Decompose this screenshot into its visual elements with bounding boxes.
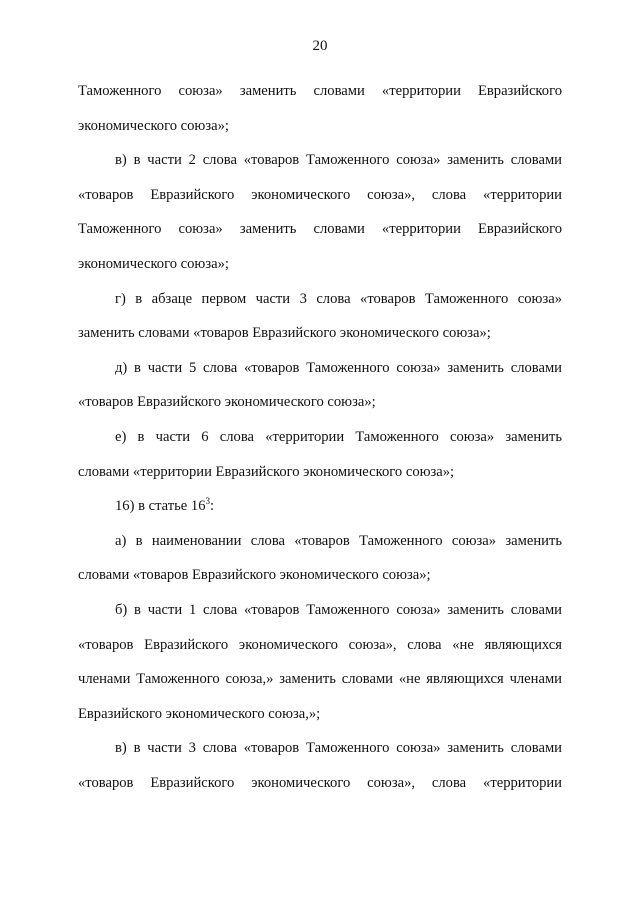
text-line: «товаров Евразийского экономического союза», слова «территории xyxy=(78,186,562,203)
paragraph xyxy=(78,420,562,489)
text-line: словами «территории Евразийского экономического союза»; xyxy=(78,463,455,480)
text-line: б) в части 1 слова «товаров Таможенного союза» заменить словами xyxy=(115,601,562,618)
page-number: 20 xyxy=(312,38,328,54)
paragraph xyxy=(78,731,562,800)
paragraph xyxy=(78,143,562,281)
document-body xyxy=(78,74,562,800)
text-line: «товаров Евразийского экономического союза», слова «территории xyxy=(78,774,562,791)
text-line: Таможенного союза» заменить словами «территории Евразийского xyxy=(78,221,562,238)
article-prefix: 16) в статье 16 xyxy=(115,498,206,515)
text-line: заменить словами «товаров Евразийского экономического союза»; xyxy=(78,325,491,342)
text-line: «товаров Евразийского экономического союза», слова «не являющихся xyxy=(78,636,562,653)
text-line: словами «товаров Евразийского экономического союза»; xyxy=(78,567,431,584)
text-line: е) в части 6 слова «территории Таможенного союза» заменить xyxy=(115,428,562,445)
text-line: а) в наименовании слова «товаров Таможенного союза» заменить xyxy=(115,532,562,549)
paragraph-heading xyxy=(78,489,562,524)
text-line xyxy=(78,489,562,524)
text-line: экономического союза»; xyxy=(78,117,229,134)
text-line: д) в части 5 слова «товаров Таможенного союза» заменить словами xyxy=(115,359,562,376)
superscript: 3 xyxy=(205,496,211,507)
article-suffix: : xyxy=(210,498,215,515)
text-line: «товаров Евразийского экономического союза»; xyxy=(78,394,376,411)
paragraph xyxy=(78,282,562,351)
paragraph xyxy=(78,351,562,420)
text-line: в) в части 3 слова «товаров Таможенного союза» заменить словами xyxy=(115,740,562,757)
text-line: в) в части 2 слова «товаров Таможенного союза» заменить словами xyxy=(115,152,562,169)
text-line: членами Таможенного союза,» заменить словами «не являющихся членами xyxy=(78,671,562,688)
text-line: Таможенного союза» заменить словами «территории Евразийского xyxy=(78,83,562,99)
paragraph xyxy=(78,74,562,143)
text-line: Евразийского экономического союза,»; xyxy=(78,705,321,722)
paragraph xyxy=(78,593,562,731)
paragraph xyxy=(78,524,562,593)
text-line: г) в абзаце первом части 3 слова «товаров Таможенного союза» xyxy=(115,290,562,307)
text-line: экономического союза»; xyxy=(78,255,229,272)
